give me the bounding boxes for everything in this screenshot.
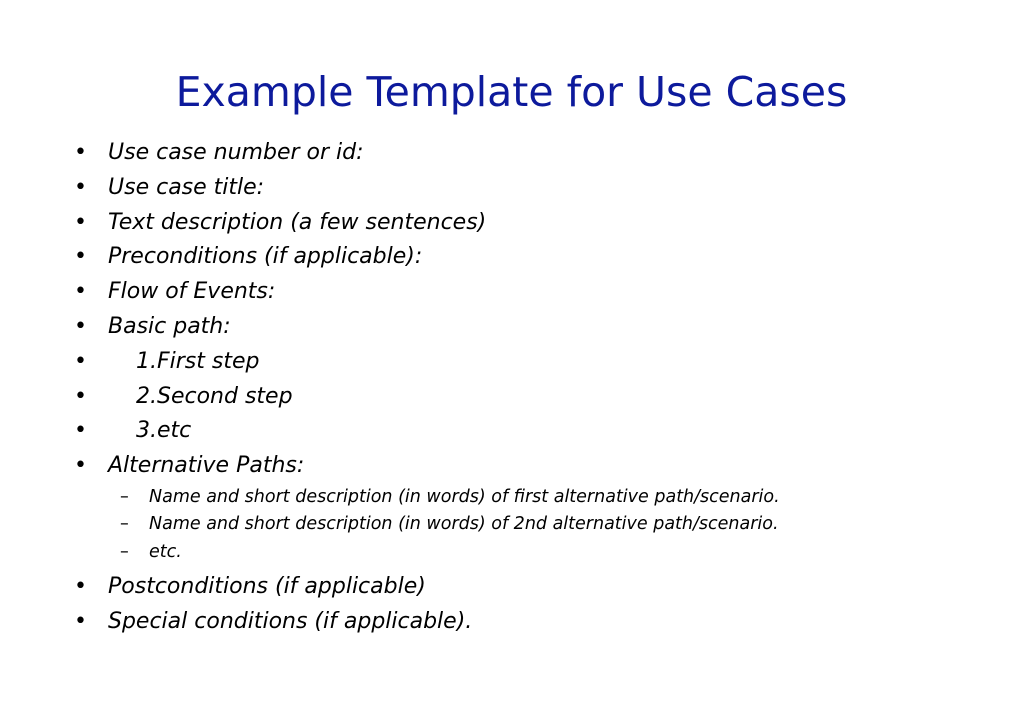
bullet-item-second-step [74,380,974,415]
bullet-text: Preconditions (if applicable): [108,244,423,270]
bullet-marker: • [74,418,87,444]
bullet-item-basic-path [74,310,974,345]
bullet-item-preconditions [74,240,974,275]
bullet-item-special-conditions [74,605,974,640]
bullet-marker: • [74,140,87,165]
bullet-item-flow-of-events [74,275,974,310]
bullet-marker: • [74,453,87,479]
bullet-text: 3.etc [136,418,192,444]
bullet-text: Text description (a few sentences) [108,209,487,235]
bullet-text: Special conditions (if applicable). [108,609,473,635]
bullet-marker: • [74,383,87,409]
bullet-item-use-case-id [74,136,974,171]
bullet-text: 2.Second step [136,383,293,409]
sub-item-etc [74,539,974,567]
dash-marker: – [120,541,129,562]
bullet-text: Flow of Events: [108,279,276,305]
bullet-marker: • [74,244,87,270]
bullet-marker: • [74,209,87,235]
slide-title: Example Template for Use Cases [175,68,848,116]
bullet-text: Alternative Paths: [108,453,305,479]
sub-item-text: Name and short description (in words) of 2nd alternative path/scenario. [149,514,779,535]
bullet-text: Use case title: [108,174,265,200]
bullet-text: 1.First step [136,348,260,374]
sub-item-text: Name and short description (in words) of first alternative path/scenario. [149,486,780,507]
bullet-marker: • [74,174,87,200]
bullet-text: Use case number or id: [108,140,364,165]
bullet-marker: • [74,609,87,635]
bullet-item-etc-step [74,414,974,449]
bullet-marker: • [74,348,87,374]
bullet-item-text-description [74,206,974,241]
bullet-item-alternative-paths [74,449,974,484]
dash-marker: – [120,486,129,507]
sub-item-second-alternative [74,511,974,539]
bullet-item-first-step [74,345,974,380]
sub-item-first-alternative [74,484,974,512]
bullet-text: Basic path: [108,313,231,339]
bullet-marker: • [74,313,87,339]
bullet-item-use-case-title [74,171,974,206]
bullet-marker: • [74,574,87,600]
dash-marker: – [120,514,129,535]
bullet-item-postconditions [74,570,974,605]
bullet-text: Postconditions (if applicable) [108,574,426,600]
bullet-marker: • [74,279,87,305]
sub-item-text: etc. [149,541,182,562]
bullet-list [74,136,974,640]
